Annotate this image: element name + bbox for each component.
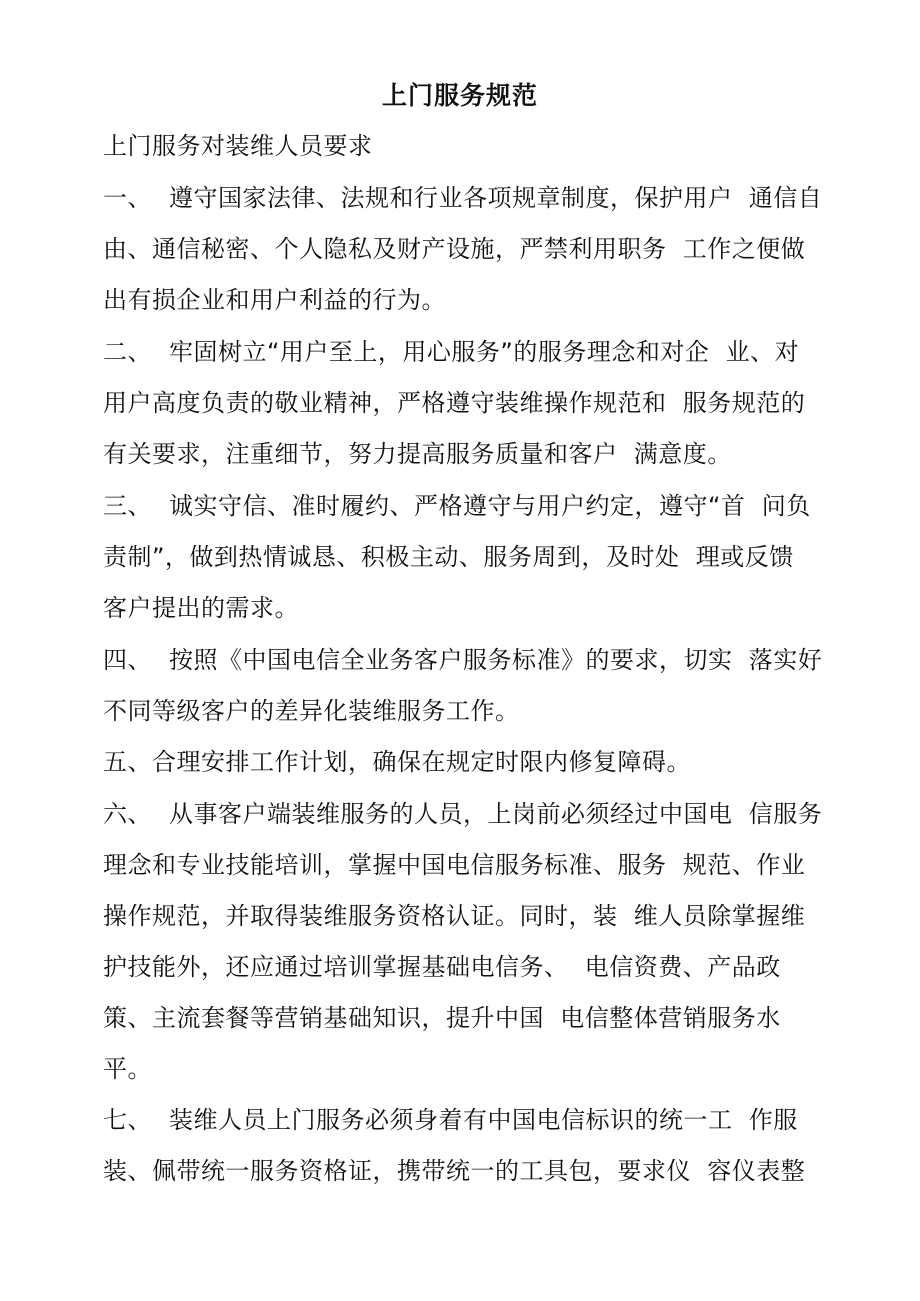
section-3-marker: 三、 [103, 492, 152, 520]
section-2-marker: 二、 [103, 338, 152, 366]
section-6-line-3: 操作规范，并取得装维服务资格认证。同时，装 维人员除掌握维 [103, 902, 806, 930]
section-1-line-2: 由、通信秘密、个人隐私及财产设施，严禁利用职务 工作之便做 [103, 235, 806, 263]
section-7-line-2: 装、佩带统一服务资格证，携带统一的工具包，要求仪 容仪表整 [103, 1157, 806, 1185]
section-2-first-line [103, 334, 799, 370]
section-1-line-1: 遵守国家法律、法规和行业各项规章制度，保护用户 通信自 [169, 184, 823, 212]
section-5-line-1: 合理安排工作计划，确保在规定时限内修复障碍。 [152, 748, 691, 776]
section-7-marker: 七、 [103, 1106, 152, 1134]
subtitle: 上门服务对装维人员要求 [103, 132, 373, 160]
section-2-line-1: 牢固树立“用户至上，用心服务”的服务理念和对企 业、对 [169, 338, 800, 366]
section-2-line-2: 用户高度负责的敬业精神，严格遵守装维操作规范和 服务规范的 [103, 389, 806, 417]
section-7-first-line [103, 1102, 798, 1138]
section-3-line-2: 责制”，做到热情诚恳、积极主动、服务周到，及时处 理或反馈 [103, 543, 794, 571]
section-6-line-2: 理念和专业技能培训，掌握中国电信服务标准、服务 规范、作业 [103, 851, 806, 879]
section-6-line-1: 从事客户端装维服务的人员，上岗前必须经过中国电 信服务 [169, 800, 823, 828]
section-1-line-3: 出有损企业和用户利益的行为。 [103, 286, 446, 314]
section-6-line-4: 护技能外，还应通过培训掌握基础电信务、 电信资费、产品政 [103, 953, 781, 981]
section-4-line-1: 按照《中国电信全业务客户服务标准》的要求，切实 落实好 [169, 646, 823, 674]
section-6-first-line [103, 796, 822, 832]
section-6-line-6: 平。 [103, 1055, 152, 1083]
section-3-line-1: 诚实守信、准时履约、严格遵守与用户约定，遵守“首 问负 [169, 492, 811, 520]
section-1-first-line [103, 180, 822, 216]
section-4-marker: 四、 [103, 646, 152, 674]
section-7-line-1: 装维人员上门服务必须身着有中国电信标识的统一工 作服 [169, 1106, 798, 1134]
section-4-first-line [103, 642, 822, 678]
section-3-first-line [103, 488, 811, 524]
section-2-line-3: 有关要求，注重细节，努力提高服务质量和客户 满意度。 [103, 440, 732, 468]
page-title: 上门服务规范 [381, 81, 538, 110]
section-4-line-2: 不同等级客户的差异化装维服务工作。 [103, 697, 520, 725]
section-6-marker: 六、 [103, 800, 152, 828]
section-6-line-5: 策、主流套餐等营销基础知识，提升中国 电信整体营销服务水 [103, 1004, 781, 1032]
section-1-marker: 一、 [103, 184, 152, 212]
section-5-first-line [103, 744, 691, 780]
section-3-line-3: 客户提出的需求。 [103, 594, 299, 622]
section-5-marker: 五、 [103, 748, 152, 776]
